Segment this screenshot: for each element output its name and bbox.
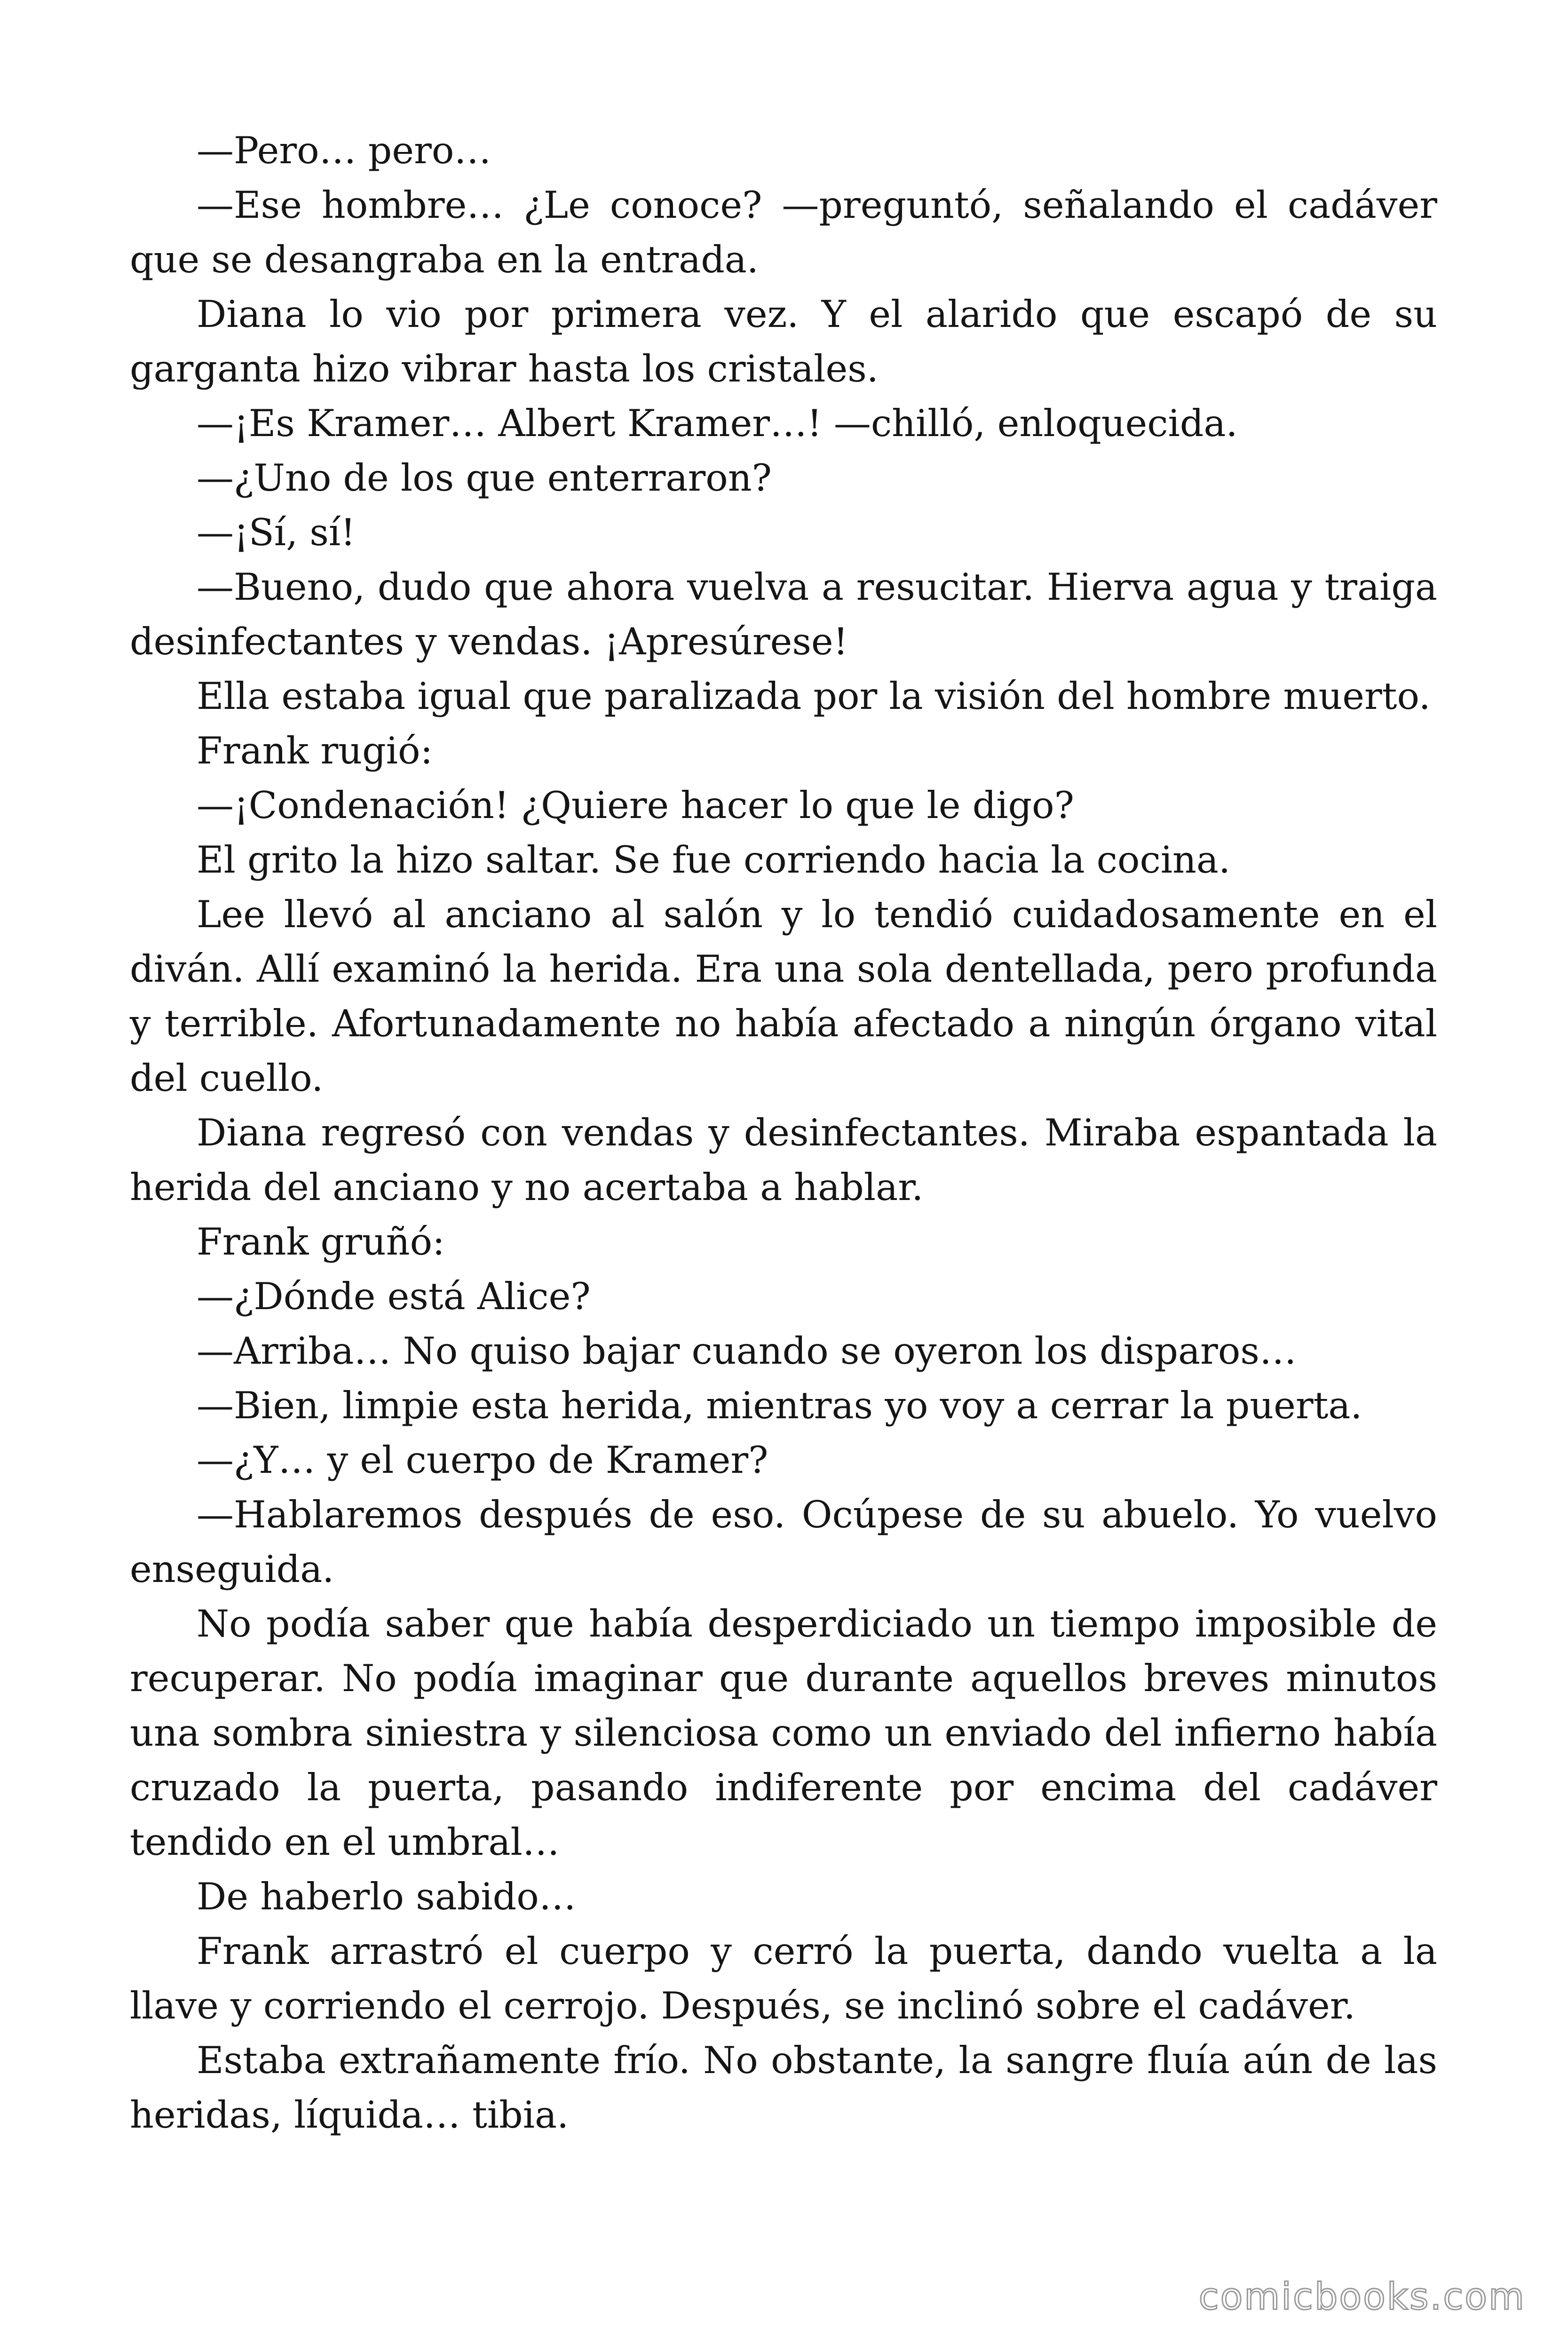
paragraph: —¡Sí, sí! [197, 511, 356, 554]
paragraph: —¿Y… y el cuerpo de Kramer? [197, 1438, 768, 1482]
paragraph: —Pero… pero… [197, 129, 491, 172]
paragraph: Frank arrastró el cuerpo y cerró la puerta, dando vuelta a la llave y corriendo el cerrojo. Después, se inclinó sobre el cadáver. [130, 1930, 1437, 2027]
paragraph: —¡Condenación! ¿Quiere hacer lo que le digo? [197, 784, 1074, 827]
paragraph: El grito la hizo saltar. Se fue corriendo hacia la cocina. [197, 838, 1231, 882]
paragraph: Frank gruñó: [197, 1220, 445, 1263]
watermark: comicbooks.com [1198, 2276, 1526, 2318]
paragraph: —Hablaremos después de eso. Ocúpese de su abuelo. Yo vuelvo enseguida. [130, 1493, 1437, 1591]
paragraph: —¡Es Kramer… Albert Kramer…! —chilló, enloquecida. [197, 402, 1238, 445]
paragraph: Estaba extrañamente frío. No obstante, la sangre fluía aún de las heridas, líquida… tibia. [130, 2039, 1437, 2137]
paragraph: —Arriba… No quiso bajar cuando se oyeron los disparos… [197, 1329, 1297, 1373]
paragraph: —Bueno, dudo que ahora vuelva a resucitar. Hierva agua y traiga desinfectantes y vendas. ¡Apresúrese! [130, 565, 1437, 663]
paragraph: Lee llevó al anciano al salón y lo tendió cuidadosamente en el diván. Allí examinó la herida. Era una sola dentellada, pero profunda y terrible. Afortunadamente no había afectado a ningún órgano vital del cuello. [130, 893, 1437, 1100]
paragraph: —¿Uno de los que enterraron? [197, 456, 772, 500]
paragraph: No podía saber que había desperdiciado un tiempo imposible de recuperar. No podía imaginar que durante aquellos breves minutos una sombra siniestra y silenciosa como un enviado del infierno había cruzado la puerta, pasando indiferente por encima del cadáver tendido en el umbral… [130, 1602, 1437, 1864]
paragraph: —¿Dónde está Alice? [197, 1275, 591, 1318]
body-text [130, 123, 1437, 2142]
paragraph: —Bien, limpie esta herida, mientras yo voy a cerrar la puerta. [197, 1384, 1362, 1427]
paragraph: Diana lo vio por primera vez. Y el alarido que escapó de su garganta hizo vibrar hasta los cristales. [130, 293, 1437, 390]
paragraph: De haberlo sabido… [197, 1875, 576, 1918]
paragraph: Diana regresó con vendas y desinfectantes. Miraba espantada la herida del anciano y no acertaba a hablar. [130, 1111, 1437, 1209]
paragraph: Frank rugió: [197, 729, 433, 772]
paragraph: Ella estaba igual que paralizada por la visión del hombre muerto. [197, 675, 1431, 718]
paragraph: —Ese hombre… ¿Le conoce? —preguntó, señalando el cadáver que se desangraba en la entrada. [130, 183, 1437, 281]
